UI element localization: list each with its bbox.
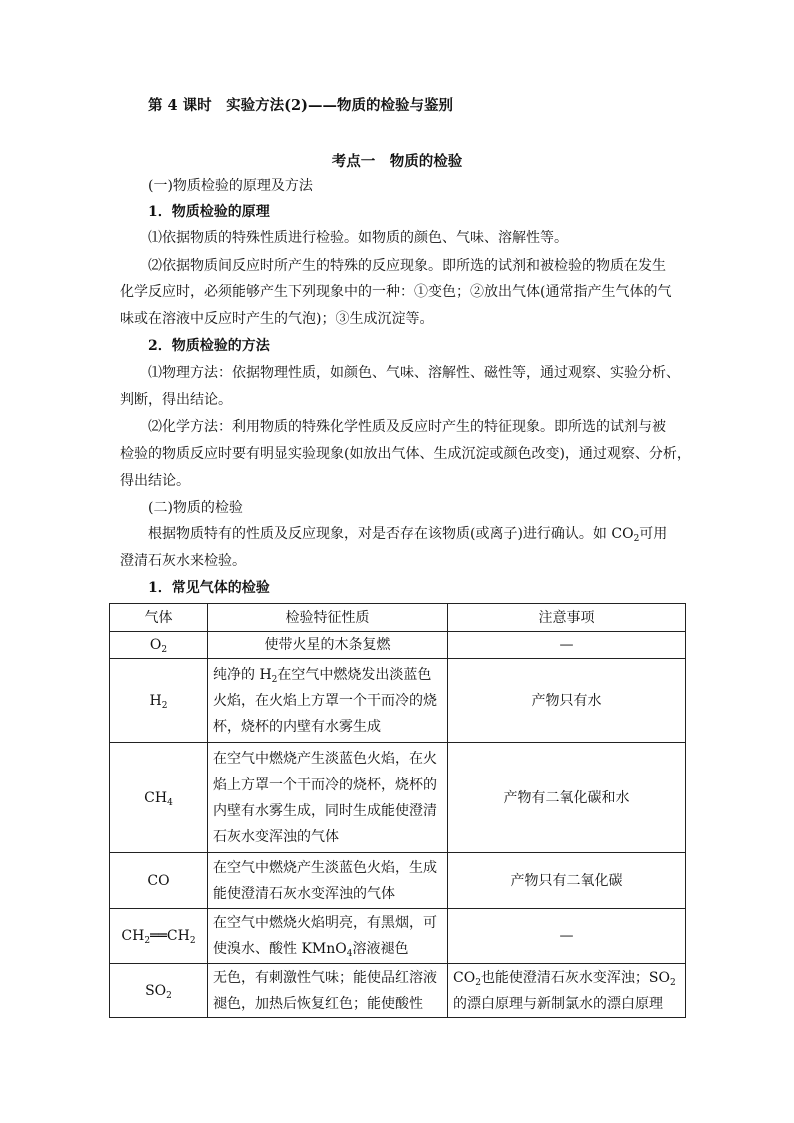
table-row [110, 743, 686, 853]
part1-heading: (一)物质检验的原理及方法 [148, 178, 313, 194]
table-row [110, 853, 686, 909]
note-cell: 产物只有水 [448, 659, 686, 743]
note-cell: — [448, 632, 686, 659]
property-cell: 在空气中燃烧产生淡蓝色火焰，在火 焰上方罩一个干而冷的烧杯，烧杯的 内壁有水雾生成，同时生成能使澄清 石灰水变浑浊的气体 [208, 743, 448, 853]
table-row [110, 964, 686, 1018]
method-1-line2: 判断，得出结论。 [120, 392, 232, 408]
header-gas: 气体 [110, 604, 208, 632]
lesson-title: 第 4 课时 实验方法(2)——物质的检验与鉴别 [148, 97, 453, 114]
principle-2-line3: 味或在溶液中反应时产生的气泡)；③生成沉淀等。 [120, 311, 434, 327]
property-cell: 使带火星的木条复燃 [208, 632, 448, 659]
table-header-row [110, 604, 686, 632]
method-2-line2: 检验的物质反应时要有明显实验现象(如放出气体、生成沉淀或颜色改变)，通过观察、分析， [120, 446, 691, 462]
gas-cell: $CH_2══CH_2$ [110, 909, 208, 964]
principle-2-line1: ⑵依据物质间反应时所产生的特殊的反应现象。即所选的试剂和被检验的物质在发生 [148, 258, 666, 274]
gas-cell: $SO_2$ [110, 964, 208, 1018]
principle-2-line2: 化学反应时，必须能够产生下列现象中的一种：①变色；②放出气体(通常指产生气体的气 [120, 284, 672, 300]
part2-line1: 根据物质特有的性质及反应现象，对是否存在该物质(或离子)进行确认。如 $CO_2$可用 [148, 526, 668, 544]
gas-heading: 1．常见气体的检验 [148, 580, 270, 596]
note-cell: $CO_2$也能使澄清石灰水变浑浊；$SO_2$ 的漂白原理与新制氯水的漂白原理 [448, 964, 686, 1018]
gas-cell: $H_2$ [110, 659, 208, 743]
part2-heading: (二)物质的检验 [148, 500, 243, 516]
method-heading: 2．物质检验的方法 [148, 338, 270, 354]
gas-cell: $CH_4$ [110, 743, 208, 853]
property-cell: 纯净的 $H_2$在空气中燃烧发出淡蓝色 火焰，在火焰上方罩一个干而冷的烧 杯，烧杯的内壁有水雾生成 [208, 659, 448, 743]
principle-1: ⑴依据物质的特殊性质进行检验。如物质的颜色、气味、溶解性等。 [148, 230, 568, 246]
method-2-line3: 得出结论。 [120, 473, 190, 489]
method-2-line1: ⑵化学方法：利用物质的特殊化学性质及反应时产生的特征现象。即所选的试剂与被 [148, 419, 666, 435]
note-cell: 产物有二氧化碳和水 [448, 743, 686, 853]
property-cell: 在空气中燃烧产生淡蓝色火焰，生成 能使澄清石灰水变浑浊的气体 [208, 853, 448, 909]
part2-line2: 澄清石灰水来检验。 [120, 553, 246, 569]
note-cell: — [448, 909, 686, 964]
header-note: 注意事项 [448, 604, 686, 632]
gas-detection-table [109, 603, 686, 1018]
header-property: 检验特征性质 [208, 604, 448, 632]
principle-heading: 1．物质检验的原理 [148, 204, 270, 220]
gas-cell: $O_2$ [110, 632, 208, 659]
table-row [110, 909, 686, 964]
table-row [110, 632, 686, 659]
note-cell: 产物只有二氧化碳 [448, 853, 686, 909]
property-cell: 在空气中燃烧火焰明亮，有黑烟，可 使溴水、酸性 KMnO$_4$溶液褪色 [208, 909, 448, 964]
gas-cell: CO [110, 853, 208, 909]
section-title: 考点一 物质的检验 [331, 153, 463, 170]
method-1-line1: ⑴物理方法：依据物理性质，如颜色、气味、溶解性、磁性等，通过观察、实验分析、 [148, 365, 680, 381]
table-row [110, 659, 686, 743]
property-cell: 无色，有刺激性气味；能使品红溶液 褪色，加热后恢复红色；能使酸性 [208, 964, 448, 1018]
